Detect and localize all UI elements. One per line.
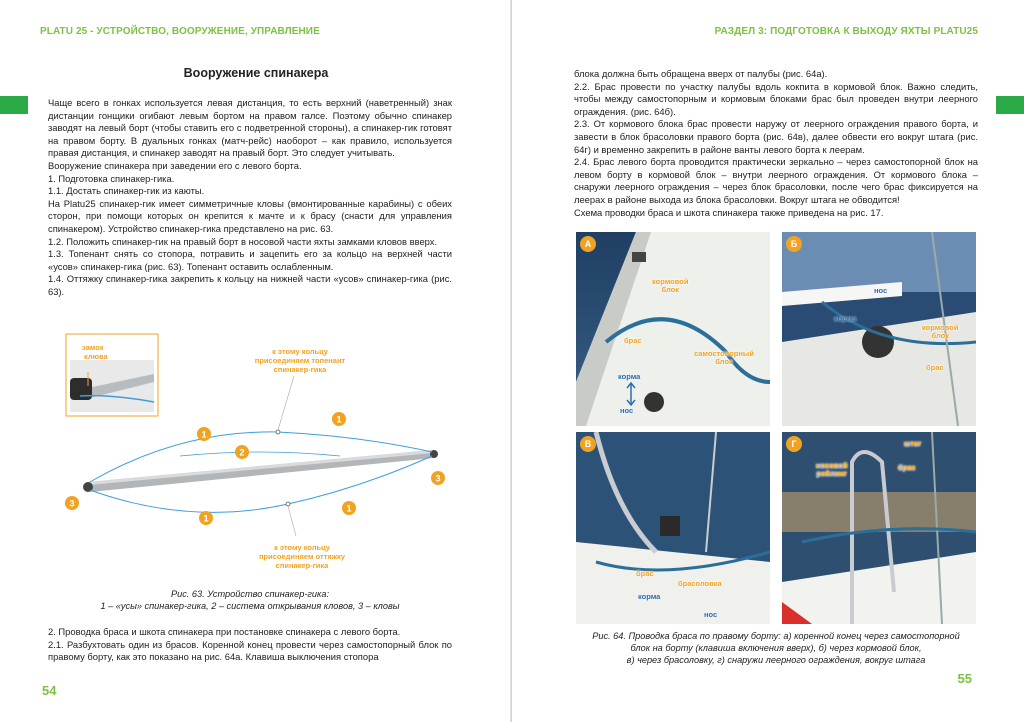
photo-label: брас (926, 363, 944, 372)
callout-1 (332, 412, 346, 426)
photo-label: кормовой блок (922, 323, 959, 340)
paragraph: 2.3. От кормового блока брас провести наружу от леерного ограждения правого борта, и завести в блок брасоловки правого борта (рис. 64в), далее обвести его вокруг штага (рис. 64г) и временно закрепить в районе ванты левого борта к леерам. (574, 118, 978, 155)
svg-text:1: 1 (201, 429, 207, 440)
stern-direction-label: корма (638, 592, 661, 601)
photo-a (576, 232, 770, 426)
svg-text:1: 1 (346, 503, 352, 514)
paragraph: 1.3. Топенант снять со стопора, потравить и зацепить его за кольцо на верхней части «усов» спинакер-гика (рис. 63). Топенант оставить ослабленным. (48, 248, 452, 272)
callout-1 (197, 427, 211, 441)
paragraph: 2.1. Разбухтовать один из брасов. Коренной конец провести через самостопорный блок по правому борту, как это показано на рис. 64а. Клавиша выключения стопора (48, 638, 452, 663)
paragraph: блока должна быть обращена вверх от палубы (рис. 64а). (574, 68, 828, 79)
section-title: Вооружение спинакера (183, 66, 329, 80)
paragraph: 2.4. Брас левого борта проводится практически зеркально – через самостопорной блок на левом борту в кормовой блок – внутри леерного ограждения. От кормового блока – снаружи леерного ограждения – через блок брасоловки, после чего брас фиксируется на леерах в районе выхода из блока брасоловки. Вокруг штага не обводится! (574, 156, 978, 205)
lock-label: замок (82, 343, 104, 352)
bow-direction-label: нос (874, 286, 888, 295)
svg-text:1: 1 (203, 513, 209, 524)
paragraph: 2. Проводка браса и шкота спинакера при постановке спинакера с левого борта. (48, 626, 401, 637)
svg-text:3: 3 (69, 498, 75, 509)
figure-64-caption (570, 630, 982, 666)
left-bottom-text (48, 626, 452, 664)
paragraph: 1.1. Достать спинакер-гик из каюты. (48, 185, 205, 197)
bow-direction-label: нос (704, 610, 718, 619)
top-ring-label: спинакер-гика (273, 365, 327, 374)
photo-d (782, 432, 976, 624)
lock-label: клюва (84, 352, 108, 361)
svg-text:1: 1 (336, 414, 342, 425)
right-body-text (574, 68, 978, 219)
caption-line: в) через брасоловку, г) снаружи леерного ограждения, вокруг штага (626, 655, 926, 665)
callout-3 (65, 496, 79, 510)
paragraph: На Platu25 спинакер-гик имеет симметричные кловы (вмонтированные карабины) с обеих сторон, при помощи которых он крепится к мачте и к брасу (снасти для управления спинакером). Устройство спинакер-гика представлено на рис. 63. (48, 197, 452, 234)
paragraph: 1.2. Положить спинакер-гик на правый борт в носовой части яхты замками кловов вверх. (48, 235, 438, 247)
up-down-arrow-icon (626, 382, 636, 406)
photo-b (782, 232, 976, 426)
photo-label: брас (636, 569, 654, 578)
right-running-header: РАЗДЕЛ 3: ПОДГОТОВКА К ВЫХОДУ ЯХТЫ PLATU25 (714, 26, 978, 37)
right-section-tab (996, 96, 1024, 114)
photo-badge: В (580, 436, 596, 452)
paragraph: 2.2. Брас провести по участку палубы вдоль кокпита в кормовой блок. Важно следить, чтобы между самостопорным и кормовым блоками брас был проведен внутри леерного ограждения. (рис. 64б). (574, 80, 978, 117)
bottom-ring-label: к этому кольцу (274, 543, 330, 552)
photo-label: носовой рейлинг (816, 461, 848, 478)
top-ring-label: присоединяем топенант (254, 356, 346, 365)
photo-label: брас (898, 463, 916, 472)
callout-3 (431, 471, 445, 485)
paragraph: Схема проводки браса и шкота спинакера также приведена на рис. 17. (574, 206, 884, 218)
callout-1 (342, 501, 356, 515)
bow-direction-label: нос (620, 406, 634, 415)
paragraph: 1. Подготовка спинакер-гика. (48, 172, 175, 184)
photo-badge: Б (786, 236, 802, 252)
photo-badge: Г (786, 436, 802, 452)
left-body-text (48, 97, 452, 299)
callout-2 (235, 445, 249, 459)
caption-line: 1 – «усы» спинакер-гика, 2 – система открывания кловов, 3 – кловы (100, 601, 400, 611)
photo-label: брасоловка (678, 579, 722, 588)
spinnaker-pole-diagram (60, 330, 460, 580)
paragraph: Чаще всего в гонках используется левая дистанция, то есть верхний (наветренный) знак дистанции гонщики огибают левым бортом на правом галсе. Поэтому обычно спинакер заводят на левый борт (чтобы ставить его с подветренной стороны), а спинакер-гик готовят на правом борту. В дуальных гонках (матч-рейс) наоборот – как правило, используется правая дистанция, и спинакер заводят на правый борт. Это следует учитывать. (48, 97, 452, 159)
stern-direction-label: корма (618, 372, 641, 381)
photo-label: самостопорный блок (694, 349, 754, 366)
bottom-ring-label: присоединяем оттяжку (259, 552, 345, 561)
callout-1 (199, 511, 213, 525)
caption-line: Рис. 64. Проводка браса по правому борту: а) коренной конец через самостопорной (592, 631, 960, 641)
photo-badge: А (580, 236, 596, 252)
right-page (512, 0, 1024, 722)
photo-c (576, 432, 770, 624)
paragraph: Вооружение спинакера при заведении его с левого борта. (48, 159, 302, 171)
page-number-left: 54 (42, 683, 57, 698)
bottom-ring-label: спинакер-гика (275, 561, 329, 570)
stern-direction-label: корма (834, 314, 857, 323)
paragraph: 1.4. Оттяжку спинакер-гика закрепить к кольцу на нижней части «усов» спинакер-гика (рис. 63). (48, 273, 452, 297)
page-number-right: 55 (957, 671, 972, 686)
caption-line: блок на борту (клавиша включения вверх), б) через кормовой блок, (630, 643, 922, 653)
photo-label: штаг (904, 439, 922, 448)
photo-label: брас (624, 336, 642, 345)
photo-label: кормовой блок (652, 277, 689, 294)
svg-text:2: 2 (239, 447, 245, 458)
figure-63-caption (40, 588, 460, 612)
caption-line: Рис. 63. Устройство спинакер-гика: (170, 589, 330, 599)
svg-text:3: 3 (435, 473, 441, 484)
left-section-tab (0, 96, 28, 114)
left-running-header: PLATU 25 - УСТРОЙСТВО, ВООРУЖЕНИЕ, УПРАВЛЕНИЕ (40, 26, 320, 37)
top-ring-label: к этому кольцу (272, 347, 328, 356)
